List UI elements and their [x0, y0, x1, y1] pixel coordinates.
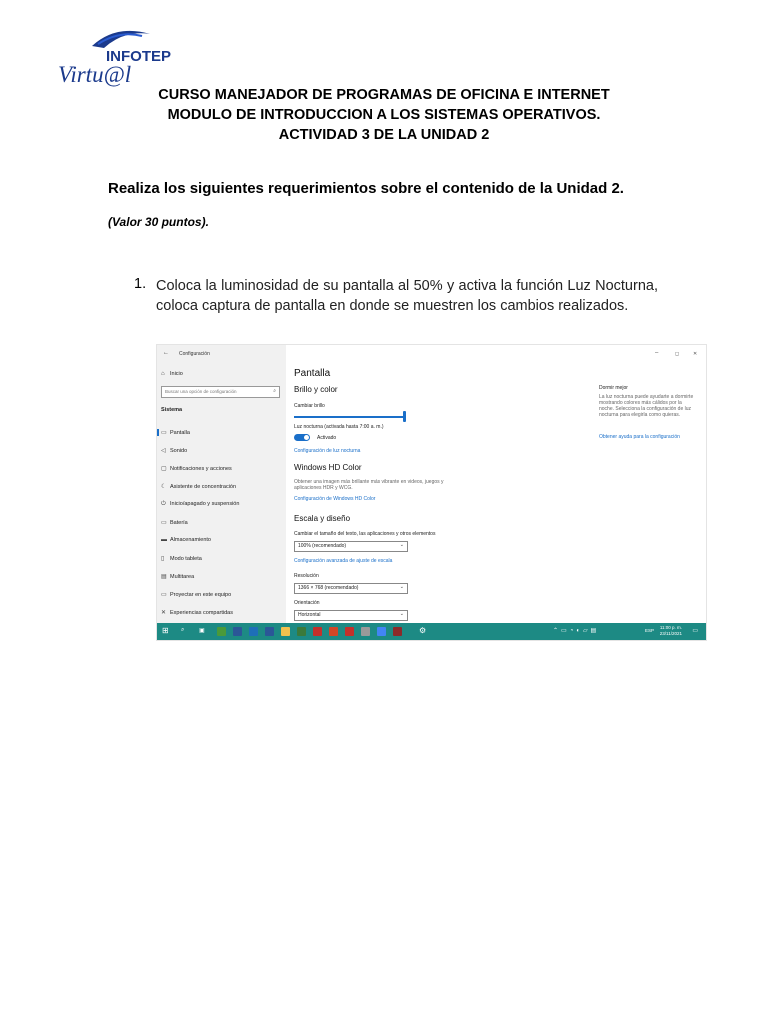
brightness-slider-thumb	[403, 411, 406, 422]
logo-tagline: Virtu@l	[58, 62, 132, 87]
moon-icon: ☾	[161, 484, 167, 490]
settings-gear-icon: ⚙	[419, 626, 427, 635]
sidebar-item-almacenamiento: ▬ Almacenamiento	[161, 537, 211, 543]
instructions-title: Realiza los siguientes requerimientos sobre el contenido de la Unidad 2.	[108, 180, 624, 197]
instructions-value: (Valor 30 puntos).	[108, 215, 209, 229]
sidebar-item-modo-tableta: ▯ Modo tableta	[161, 556, 202, 562]
notification-icon: ▢	[161, 466, 167, 472]
close-icon: ✕	[693, 351, 698, 357]
app-icon	[393, 627, 402, 636]
brightness-slider	[294, 416, 405, 418]
hdr-settings-link: Configuración de Windows HD Color	[294, 496, 376, 502]
scale-dropdown	[294, 541, 408, 552]
word-icon	[233, 627, 242, 636]
settings-search-input	[161, 386, 280, 398]
sidebar-item-sonido: ◁ Sonido	[161, 448, 188, 454]
sidebar-item-inicio-apagado: ⏻ Inicio/apagado y suspensión	[161, 501, 240, 507]
chevron-down-icon: ⌄	[399, 584, 404, 590]
maximize-icon: ◻	[675, 351, 680, 357]
advanced-scale-link: Configuración avanzada de ajuste de escala	[294, 558, 393, 564]
search-placeholder: Buscar una opción de configuración	[165, 389, 237, 394]
orientation-dropdown	[294, 610, 408, 621]
resolution-dropdown	[294, 583, 408, 594]
selected-indicator	[157, 429, 159, 436]
chevron-down-icon: ⌄	[399, 611, 404, 617]
powerpoint-icon	[329, 627, 338, 636]
minimize-icon: –	[655, 350, 659, 356]
speaker-icon: ◁	[161, 448, 166, 454]
sidebar-section: Sistema	[161, 407, 183, 413]
task-view-icon: ▣	[199, 628, 205, 634]
battery-icon: ▭	[161, 520, 167, 526]
chevron-down-icon: ⌄	[399, 542, 404, 548]
resolution-label: Resolución	[294, 573, 319, 579]
excel-icon	[297, 627, 306, 636]
sidebar-item-bateria: ▭ Batería	[161, 520, 188, 526]
pdf-icon	[345, 627, 354, 636]
share-icon: ✕	[161, 610, 167, 616]
scale-value: 100% (recomendado)	[298, 543, 347, 549]
app-icon	[361, 627, 370, 636]
infotep-logo	[54, 24, 174, 92]
side-panel-text: La luz nocturna puede ayudarte a dormirte mostrando colores más cálidos por la noche. Selecciona la configuración de luz nocturna para elegirla como quieras.	[599, 394, 694, 418]
night-light-toggle	[294, 434, 310, 441]
side-panel-help-link: Obtener ayuda para la configuración	[599, 434, 680, 440]
window-title: Configuración	[179, 351, 210, 357]
module-title: MODULO DE INTRODUCCION A LOS SISTEMAS OPERATIVOS.	[167, 107, 601, 123]
sidebar-item-proyectar: ▭ Proyectar en este equipo	[161, 592, 232, 598]
hdr-heading: Windows HD Color	[294, 463, 362, 472]
taskbar-date: 23/11/2021	[659, 631, 682, 636]
app-icon	[217, 627, 226, 636]
language-indicator: ESP	[644, 628, 654, 633]
chrome-icon	[377, 627, 386, 636]
app-icon	[265, 627, 274, 636]
taskbar-time: 11:00 p. m.	[659, 625, 682, 630]
orientation-value: Horizontal	[298, 612, 321, 618]
storage-icon: ▬	[161, 537, 167, 543]
night-light-settings-link: Configuración de luz nocturna	[294, 448, 361, 454]
notification-center-icon: ▭	[692, 628, 698, 634]
multitask-icon: ▤	[161, 574, 167, 580]
settings-screenshot	[156, 344, 707, 641]
search-icon: ⌕	[273, 388, 276, 394]
logo-name: INFOTEP	[106, 48, 172, 65]
monitor-icon: ▭	[161, 430, 167, 436]
sidebar-item-notificaciones: ▢ Notificaciones y acciones	[161, 466, 232, 472]
course-title: CURSO MANEJADOR DE PROGRAMAS DE OFICINA E INTERNET	[158, 87, 610, 103]
resolution-value: 1366 × 768 (recomendado)	[298, 585, 359, 591]
brightness-heading: Brillo y color	[294, 385, 338, 394]
activity-title: ACTIVIDAD 3 DE LA UNIDAD 2	[278, 127, 490, 143]
sidebar-item-multitarea: ▤ Multitarea	[161, 574, 195, 580]
night-light-label: Luz nocturna (activada hasta 7:00 a. m.)	[294, 424, 384, 430]
scale-label: Cambiar el tamaño del texto, las aplicaciones y otros elementos	[294, 531, 436, 537]
folder-icon	[281, 627, 290, 636]
item-text: Coloca la luminosidad de su pantalla al 50% y activa la función Luz Nocturna, coloca captura de pantalla en donde se muestren los cambios realizados.	[156, 278, 658, 314]
search-icon: ⌕	[181, 627, 185, 633]
mail-icon	[249, 627, 258, 636]
side-panel-heading: Dormir mejor	[599, 385, 628, 391]
item-number: 1.	[134, 276, 147, 292]
system-tray-icons: ⌃▭◔◐▱▤	[553, 628, 600, 634]
power-icon: ⏻	[161, 501, 166, 507]
settings-page-title: Pantalla	[294, 368, 331, 379]
orientation-label: Orientación	[294, 600, 320, 606]
brightness-label: Cambiar brillo	[294, 403, 325, 409]
back-arrow-icon: ←	[163, 350, 169, 356]
sidebar-item-asistente: ☾ Asistente de concentración	[161, 484, 237, 490]
scale-heading: Escala y diseño	[294, 514, 351, 523]
tablet-icon: ▯	[161, 556, 165, 562]
windows-start-icon: ⊞	[162, 626, 169, 635]
sidebar-item-experiencias: ✕ Experiencias compartidas	[161, 610, 233, 616]
project-icon: ▭	[161, 592, 167, 598]
taskbar-clock	[660, 625, 682, 637]
home-icon: ⌂	[161, 371, 165, 377]
taskbar	[157, 623, 706, 640]
night-light-state: Activado	[317, 435, 337, 441]
hdr-description: Obtener una imagen más brillante más vibrante en videos, juegos y aplicaciones HDR y WCG.	[294, 479, 444, 491]
app-icon	[313, 627, 322, 636]
sidebar-home: ⌂ Inicio	[161, 371, 183, 377]
sidebar-item-pantalla: ▭ Pantalla	[161, 430, 190, 436]
